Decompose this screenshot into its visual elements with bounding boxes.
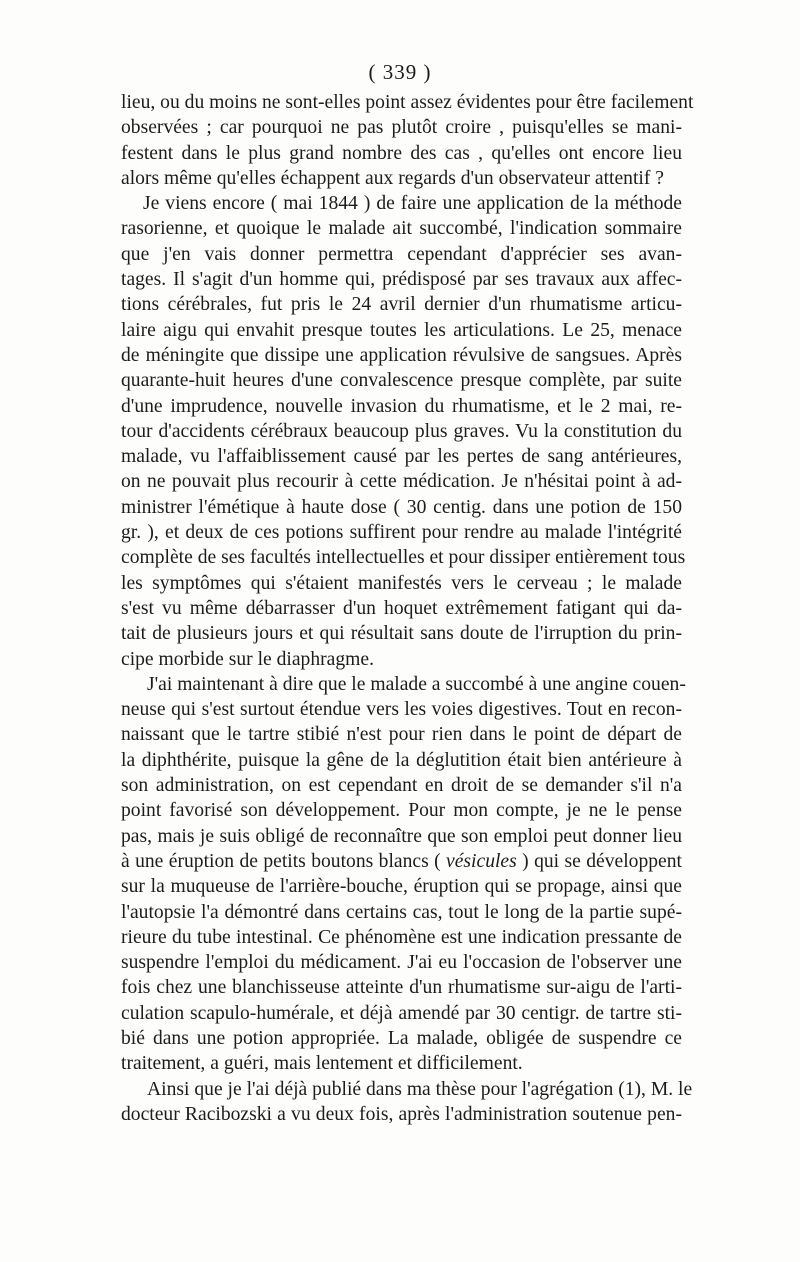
paragraph [121,90,694,191]
paragraph [121,191,686,672]
text-line: ministrer l'émétique à haute dose ( 30 centig. dans une potion de 150 [121,496,682,518]
text-line: festent dans le plus grand nombre des cas , qu'elles ont encore lieu [121,142,682,164]
text-line: pas, mais je suis obligé de reconnaître que son emploi peut donner lieu [121,825,682,847]
text-line: neuse qui s'est surtout étendue vers les voies digestives. Tout en recon- [121,699,682,721]
text-line: rieure du tube intestinal. Ce phénomène est une indication pressante de [121,926,682,948]
text-line: d'une imprudence, nouvelle invasion du rhumatisme, et le 2 mai, re- [121,395,682,417]
text-line: observées ; car pourquoi ne pas plutôt croire , puisqu'elles se mani- [121,117,682,139]
text-line: gr. ), et deux de ces potions suffirent pour rendre au malade l'intégrité [121,522,682,544]
text-line: culation scapulo-humérale, et déjà amendé par 30 centigr. de tartre sti- [121,1002,682,1024]
text-line: docteur Racibozski a vu deux fois, après l'administration soutenue pen- [121,1103,682,1125]
body-text [121,90,694,1127]
paragraph [121,1077,693,1128]
text-line: la diphthérite, puisque la gêne de la déglutition était bien antérieure à [121,749,682,771]
text-line: alors même qu'elles échappent aux regards d'un observateur attentif ? [121,167,664,189]
text-line: de méningite que dissipe une application révulsive de sangsues. Après [121,344,682,366]
text-line: malade, vu l'affaiblissement causé par les pertes de sang antérieures, [121,446,682,468]
text-line: tait de plusieurs jours et qui résultait sans doute de l'irruption du prin- [121,623,682,645]
text-line-with-italic: à une éruption de petits boutons blancs ( vésicules ) qui se développent [121,850,682,872]
text-line: quarante-huit heures d'une convalescence presque complète, par suite [121,370,682,392]
text-line: tages. Il s'agit d'un homme qui, prédisposé par ses travaux aux affec- [121,269,682,291]
text-line: J'ai maintenant à dire que le malade a succombé à une angine couen- [147,673,686,695]
text-line: cipe morbide sur le diaphragme. [121,648,374,670]
text-line: complète de ses facultés intellectuelles et pour dissiper entièrement tous [121,547,686,569]
text-line: rasorienne, et quoique le malade ait succombé, l'indication sommaire [121,218,682,240]
text-line: Ainsi que je l'ai déjà publié dans ma thèse pour l'agrégation (1), M. le [147,1078,693,1100]
text-line: lieu, ou du moins ne sont-elles point assez évidentes pour être facilement [121,92,694,113]
text-line: bié dans une potion appropriée. La malade, obligée de suspendre ce [121,1027,682,1049]
text-line: l'autopsie l'a démontré dans certains cas, tout le long de la partie supé- [121,901,682,923]
paragraph [121,672,686,1077]
text-line: tour d'accidents cérébraux beaucoup plus graves. Vu la constitution du [121,420,682,442]
text-line: suspendre l'emploi du médicament. J'ai eu l'occasion de l'observer une [121,952,682,974]
text-line: que j'en vais donner permettra cependant d'apprécier ses avan- [121,243,682,265]
text-line: naissant que le tartre stibié n'est pour rien dans le point de départ de [121,724,682,746]
text-line: fois chez une blanchisseuse atteinte d'un rhumatisme sur-aigu de l'arti- [121,977,682,999]
text-line: Je viens encore ( mai 1844 ) de faire une application de la méthode [143,193,682,215]
text-line: on ne pouvait plus recourir à cette médication. Je n'hésitai point à ad- [121,471,682,493]
page-number: ( 339 ) [368,60,432,84]
text-line: son administration, on est cependant en droit de se demander s'il n'a [121,775,682,797]
text-line: tions cérébrales, fut pris le 24 avril dernier d'un rhumatisme articu- [121,294,682,316]
text-line: traitement, a guéri, mais lentement et difficilement. [121,1053,523,1075]
text-line: laire aigu qui envahit presque toutes les articulations. Le 25, menace [121,319,682,341]
text-line: s'est vu même débarrasser d'un hoquet extrêmement fatigant qui da- [121,597,682,619]
text-line: point favorisé son développement. Pour mon compte, je ne le pense [121,800,682,822]
text-line: sur la muqueuse de l'arrière-bouche, éruption qui se propage, ainsi que [121,876,682,898]
text-line: les symptômes qui s'étaient manifestés vers le cerveau ; le malade [121,572,682,594]
italic-word: vésicules [446,850,517,872]
